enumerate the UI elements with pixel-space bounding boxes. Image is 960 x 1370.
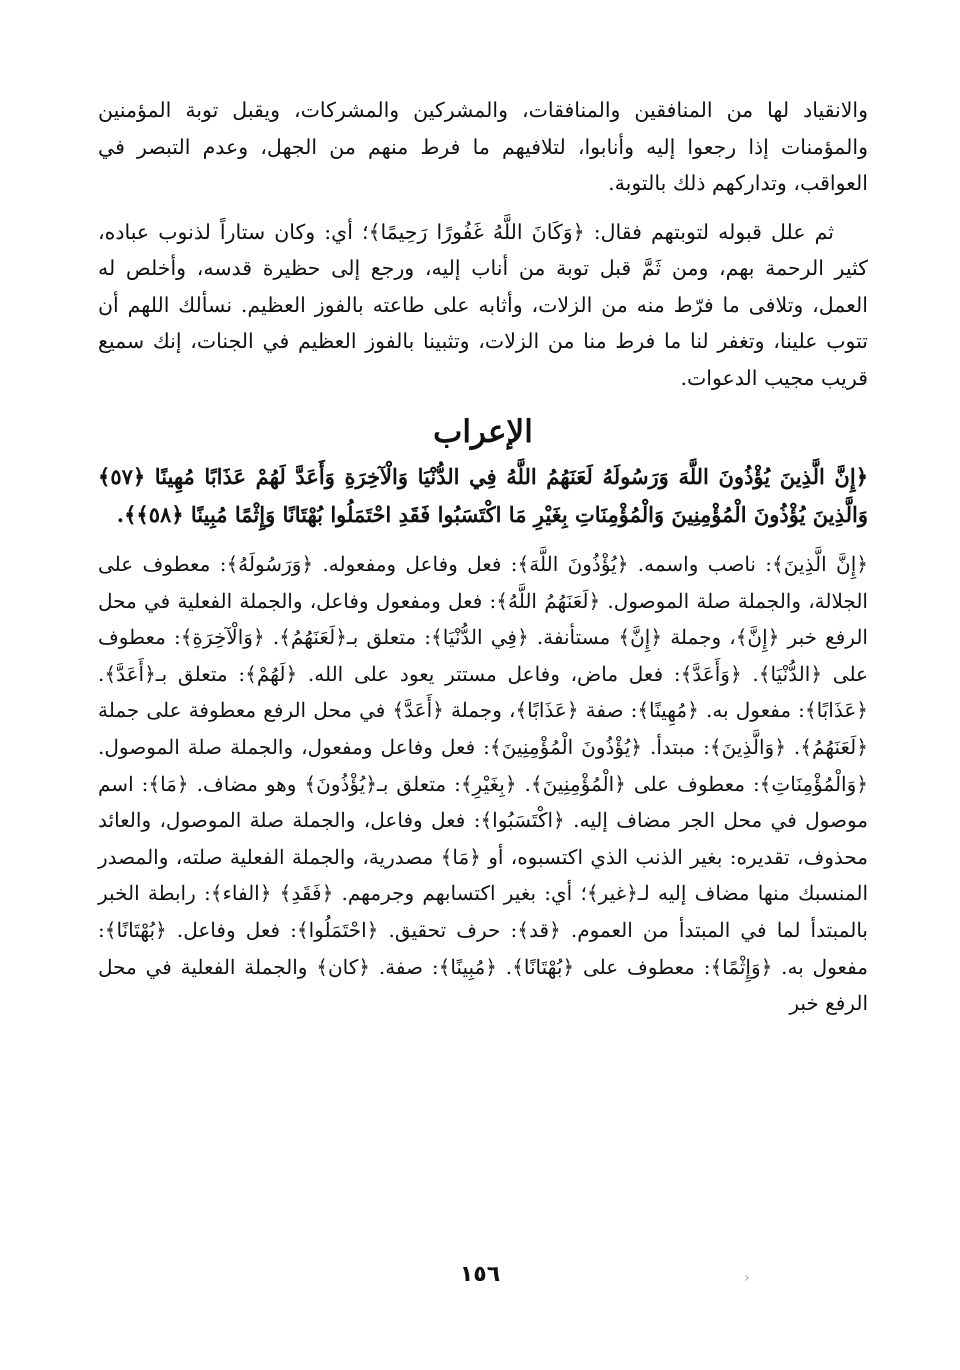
page-number: ١٥٦ (459, 1262, 501, 1287)
irab-analysis: ﴿إِنَّ الَّذِينَ﴾: ناصب واسمه. ﴿يُؤْذُونَ اللَّهَ﴾: فعل وفاعل ومفعوله. ﴿وَرَسُولَهُ﴾: معطوف على الجلالة، والجملة صلة الموصول. ﴿لَعَنَهُمُ اللَّهُ﴾: فعل ومفعول وفاعل، والجملة الفعلية في محل الرفع خبر ﴿إِنَّ﴾، وجملة ﴿إِنَّ﴾ مستأنفة. ﴿فِي الدُّنْيَا﴾: متعلق بـ﴿لَعَنَهُمُ﴾. ﴿وَالْآخِرَةِ﴾: معطوف على ﴿الدُّنْيَا﴾. ﴿وَأَعَدَّ﴾: فعل ماض، وفاعل مستتر يعود على الله. ﴿لَهُمْ﴾: متعلق بـ﴿أَعَدَّ﴾. ﴿عَذَابًا﴾: مفعول به. ﴿مُهِينًا﴾: صفة ﴿عَذَابًا﴾، وجملة ﴿أَعَدَّ﴾ في محل الرفع معطوفة على جملة ﴿لَعَنَهُمُ﴾. ﴿وَالَّذِينَ﴾: مبتدأ. ﴿يُؤْذُونَ الْمُؤْمِنِينَ﴾: فعل وفاعل ومفعول، والجملة صلة الموصول. ﴿وَالْمُؤْمِنَاتِ﴾: معطوف على ﴿الْمُؤْمِنِينَ﴾. ﴿بِغَيْرِ﴾: متعلق بـ﴿يُؤْذُونَ﴾ وهو مضاف. ﴿مَا﴾: اسم موصول في محل الجر مضاف إليه. ﴿اكْتَسَبُوا﴾: فعل وفاعل، والجملة صلة الموصول، والعائد محذوف، تقديره: بغير الذنب الذي اكتسبوه، أو ﴿مَا﴾ مصدرية، والجملة الفعلية صلته، والمصدر المنسبك منها مضاف إليه لـ﴿غير﴾؛ أي: بغير اكتسابهم وجرمهم. ﴿فَقَدِ﴾ ﴿الفاء﴾: رابطة الخبر بالمبتدأ لما في المبتدأ من العموم. ﴿قد﴾: حرف تحقيق. ﴿احْتَمَلُوا﴾: فعل وفاعل. ﴿بُهْتَانًا﴾: مفعول به. ﴿وَإِثْمًا﴾: معطوف على ﴿بُهْتَانًا﴾. ﴿مُبِينًا﴾: صفة. ﴿كان﴾ والجملة الفعلية في محل الرفع خبر (98, 552, 868, 1016)
book-page (98, 92, 868, 1370)
body-paragraph-1: والانقياد لها من المنافقين والمنافقات، والمشركين والمشركات، ويقبل توبة المؤمنين والمؤمنات إذا رجعوا إليه وأنابوا، لتلافيهم ما فرط منهم من الجهل، وعدم التبصر في العواقب، وتداركهم ذلك بالتوبة. (98, 98, 868, 195)
scan-speck: ‹ (744, 1270, 750, 1286)
body-paragraph-2: ثم علل قبوله لتوبتهم فقال: ﴿وَكَانَ اللَّهُ غَفُورًا رَحِيمًا﴾؛ أي: وكان ستاراً لذنوب عباده، كثير الرحمة بهم، ومن ثَمَّ قبل توبة من أناب إليه، ورجع إلى حظيرة قدسه، وأخلص له العمل، وتلافى ما فرّط منه من الزلات، وأثابه على طاعته بالفوز العظيم. نسألك اللهم أن تتوب علينا، وتغفر لنا ما فرط منا من الزلات، وتثبينا بالفوز العظيم في الجنات، إنك سميع قريب مجيب الدعوات. (98, 219, 868, 390)
quran-verse: ﴿إِنَّ الَّذِينَ يُؤْذُونَ اللَّهَ وَرَسُولَهُ لَعَنَهُمُ اللَّهُ فِي الدُّنْيَا وَالْآخِرَةِ وَأَعَدَّ لَهُمْ عَذَابًا مُهِينًا ﴿٥٧﴾ وَالَّذِينَ يُؤْذُونَ الْمُؤْمِنِينَ وَالْمُؤْمِنَاتِ بِغَيْرِ مَا اكْتَسَبُوا فَقَدِ احْتَمَلُوا بُهْتَانًا وَإِثْمًا مُبِينًا ﴿٥٨﴾﴾. (98, 464, 868, 527)
section-title: الإعراب (433, 414, 533, 450)
